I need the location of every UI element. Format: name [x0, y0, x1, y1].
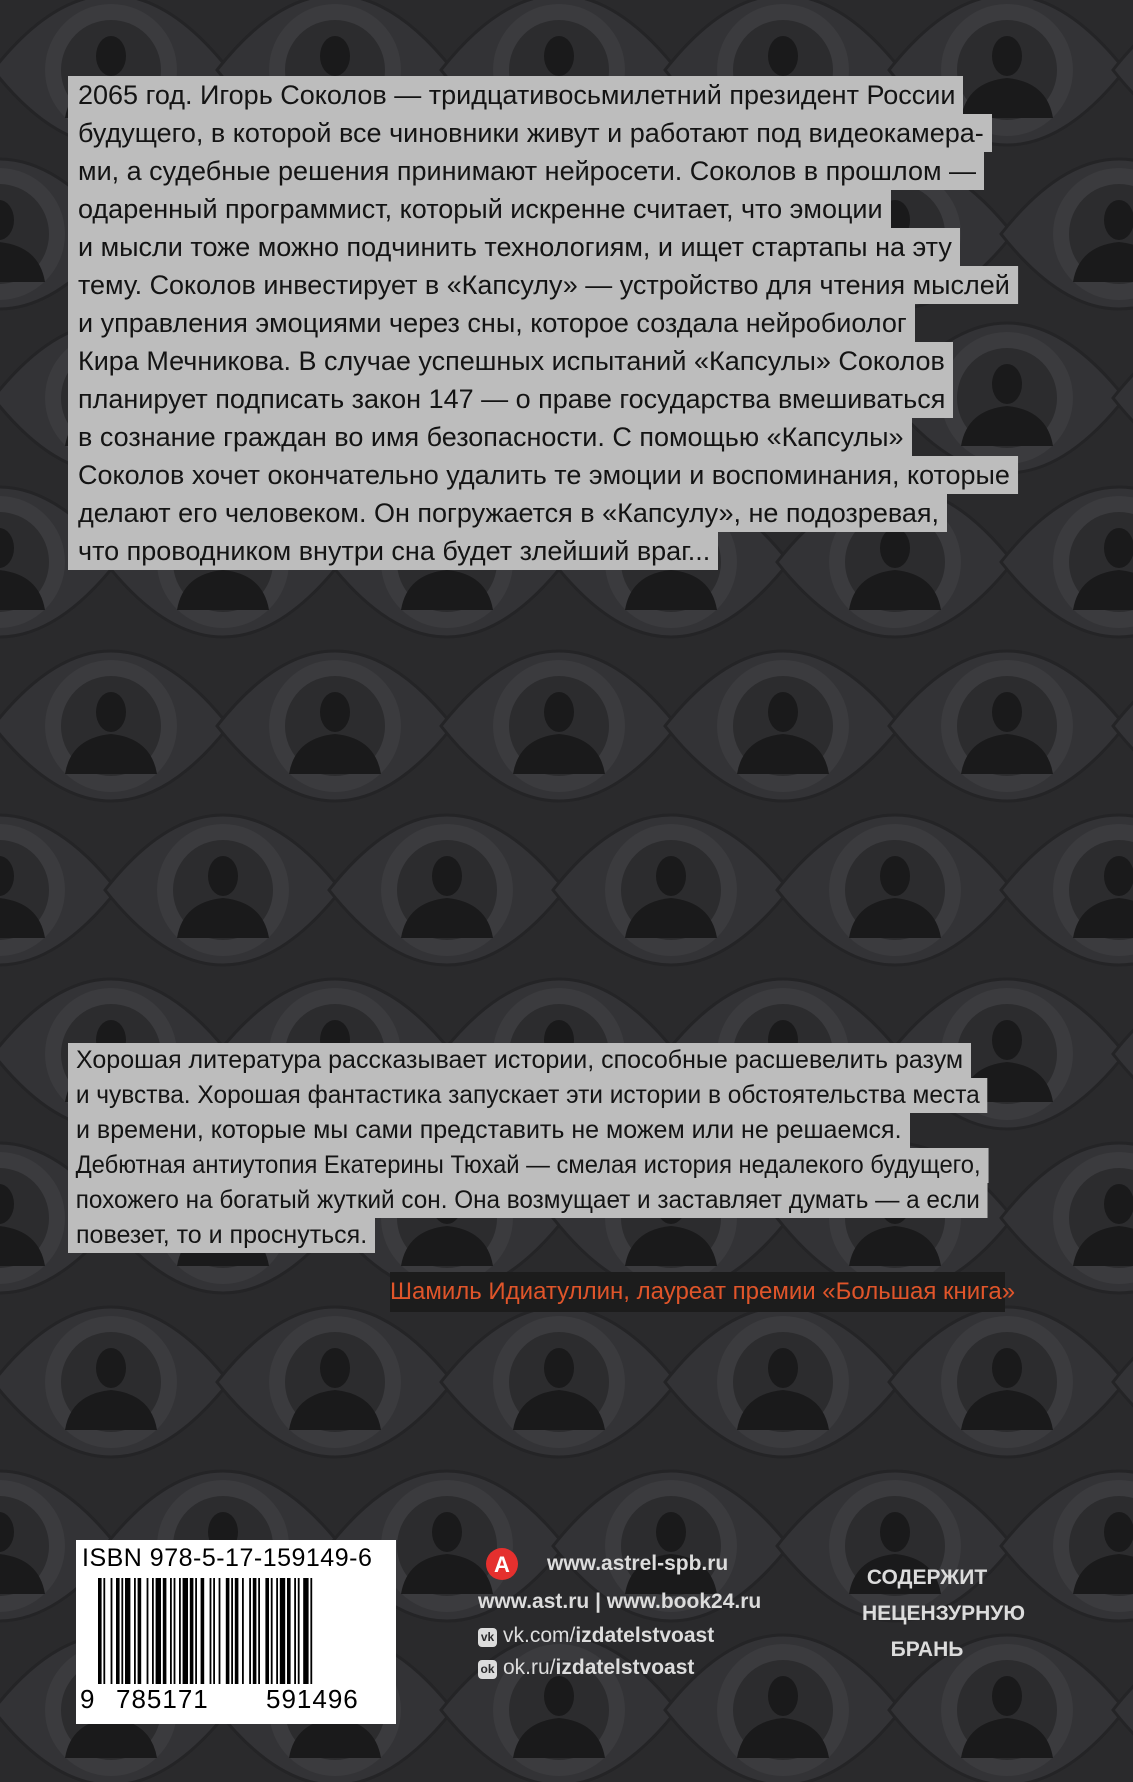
annotation-line: будущего, в которой все чиновники живут и работают под видеокамера-	[68, 114, 992, 152]
review-line: и времени, которые мы сами представить не можем или не решаемся.	[68, 1113, 910, 1148]
annotation-line: Кира Мечникова. В случае успешных испытаний «Капсулы» Соколов	[68, 342, 953, 380]
annotation-line: планирует подписать закон 147 — о праве государства вмешиваться	[68, 380, 953, 418]
eye-figure-motif	[441, 651, 677, 801]
review-quote	[68, 1043, 1037, 1253]
eye-figure-motif	[105, 815, 341, 965]
eye-figure-motif	[329, 815, 565, 965]
eye-figure-motif	[1001, 815, 1133, 965]
review-line: и чувства. Хорошая фантастика запускает эти истории в обстоятельства места	[68, 1078, 988, 1113]
annotation-line: одаренный программист, который искренне считает, что эмоции	[68, 190, 891, 228]
review-line: повезет, то и проснуться.	[68, 1218, 375, 1253]
eye-figure-motif	[665, 1307, 901, 1457]
website-ast-book24-links[interactable]: www.ast.ru | www.book24.ru	[478, 1590, 762, 1613]
eye-figure-motif	[665, 651, 901, 801]
ean-first-digit: 9	[80, 1684, 95, 1714]
eye-figure-motif	[889, 651, 1125, 801]
eye-figure-motif	[1001, 487, 1133, 637]
vk-handle: izdatelstvoast	[575, 1624, 715, 1647]
annotation-line: тему. Соколов инвестирует в «Капсулу» — устройство для чтения мыслей	[68, 266, 1018, 304]
eye-figure-motif	[1113, 0, 1133, 145]
warning-line-2: НЕЦЕНЗУРНУЮ	[862, 1602, 1025, 1625]
vk-icon: vk	[478, 1628, 497, 1647]
ean-left-digits: 785171	[116, 1684, 209, 1714]
ean-right-digits: 591496	[266, 1684, 359, 1714]
annotation-line: что проводником внутри сна будет злейший враг...	[68, 532, 718, 570]
annotation-line: делают его человеком. Он погружается в «Капсулу», не подозревая,	[68, 494, 947, 532]
annotation-line: ми, а судебные решения принимают нейросети. Соколов в прошлом —	[68, 152, 984, 190]
barcode	[98, 1578, 374, 1684]
vk-link[interactable]	[478, 1624, 714, 1648]
eye-figure-motif	[441, 1307, 677, 1457]
ok-prefix: ok.ru/	[503, 1656, 556, 1679]
eye-figure-motif	[553, 815, 789, 965]
eye-figure-motif	[1113, 323, 1133, 473]
review-line: Дебютная антиутопия Екатерины Тюхай — смелая история недалекого будущего,	[68, 1148, 988, 1183]
isbn-barcode-block	[76, 1540, 396, 1724]
ok-handle: izdatelstvoast	[555, 1656, 695, 1679]
content-warning	[862, 1560, 1025, 1668]
annotation-text	[68, 76, 1020, 570]
annotation-line: Соколов хочет окончательно удалить те эмоции и воспоминания, которые	[68, 456, 1018, 494]
review-line: похожего на богатый жуткий сон. Она возмущает и заставляет думать — а если	[68, 1183, 988, 1218]
eye-figure-motif	[217, 1307, 453, 1457]
annotation-line: 2065 год. Игорь Соколов — тридцативосьмилетний президент России	[68, 76, 963, 114]
vk-prefix: vk.com/	[503, 1624, 576, 1647]
review-attribution: Шамиль Идиатуллин, лауреат премии «Большая книга»	[390, 1272, 1005, 1312]
ast-logo	[486, 1548, 518, 1580]
annotation-line: и мысли тоже можно подчинить технологиям, и ищет стартапы на эту	[68, 228, 960, 266]
eye-figure-motif	[1113, 979, 1133, 1129]
eye-figure-motif	[1113, 1635, 1133, 1782]
warning-line-1: СОДЕРЖИТ	[866, 1566, 988, 1589]
eye-figure-motif	[1001, 159, 1133, 309]
eye-figure-motif	[1113, 1307, 1133, 1457]
annotation-line: в сознание граждан во имя безопасности. С помощью «Капсулы»	[68, 418, 912, 456]
eye-figure-motif	[889, 1307, 1125, 1457]
review-line: Хорошая литература рассказывает истории, способные расшевелить разум	[68, 1043, 971, 1078]
annotation-line: и управления эмоциями через сны, которое создала нейробиолог	[68, 304, 915, 342]
svg-text:А: А	[494, 1552, 510, 1577]
eye-figure-motif	[0, 651, 229, 801]
eye-figure-motif	[1113, 651, 1133, 801]
ok-icon: ok	[478, 1660, 497, 1679]
ok-link[interactable]	[478, 1656, 694, 1680]
eye-figure-motif	[0, 1307, 229, 1457]
eye-figure-motif	[217, 651, 453, 801]
warning-line-3: БРАНЬ	[890, 1638, 964, 1661]
eye-figure-motif	[0, 815, 117, 965]
isbn-number: ISBN 978-5-17-159149-6	[82, 1544, 373, 1572]
website-astrel-link[interactable]: www.astrel-spb.ru	[547, 1552, 729, 1575]
eye-figure-motif	[777, 815, 1013, 965]
eye-figure-motif	[1001, 1471, 1133, 1621]
